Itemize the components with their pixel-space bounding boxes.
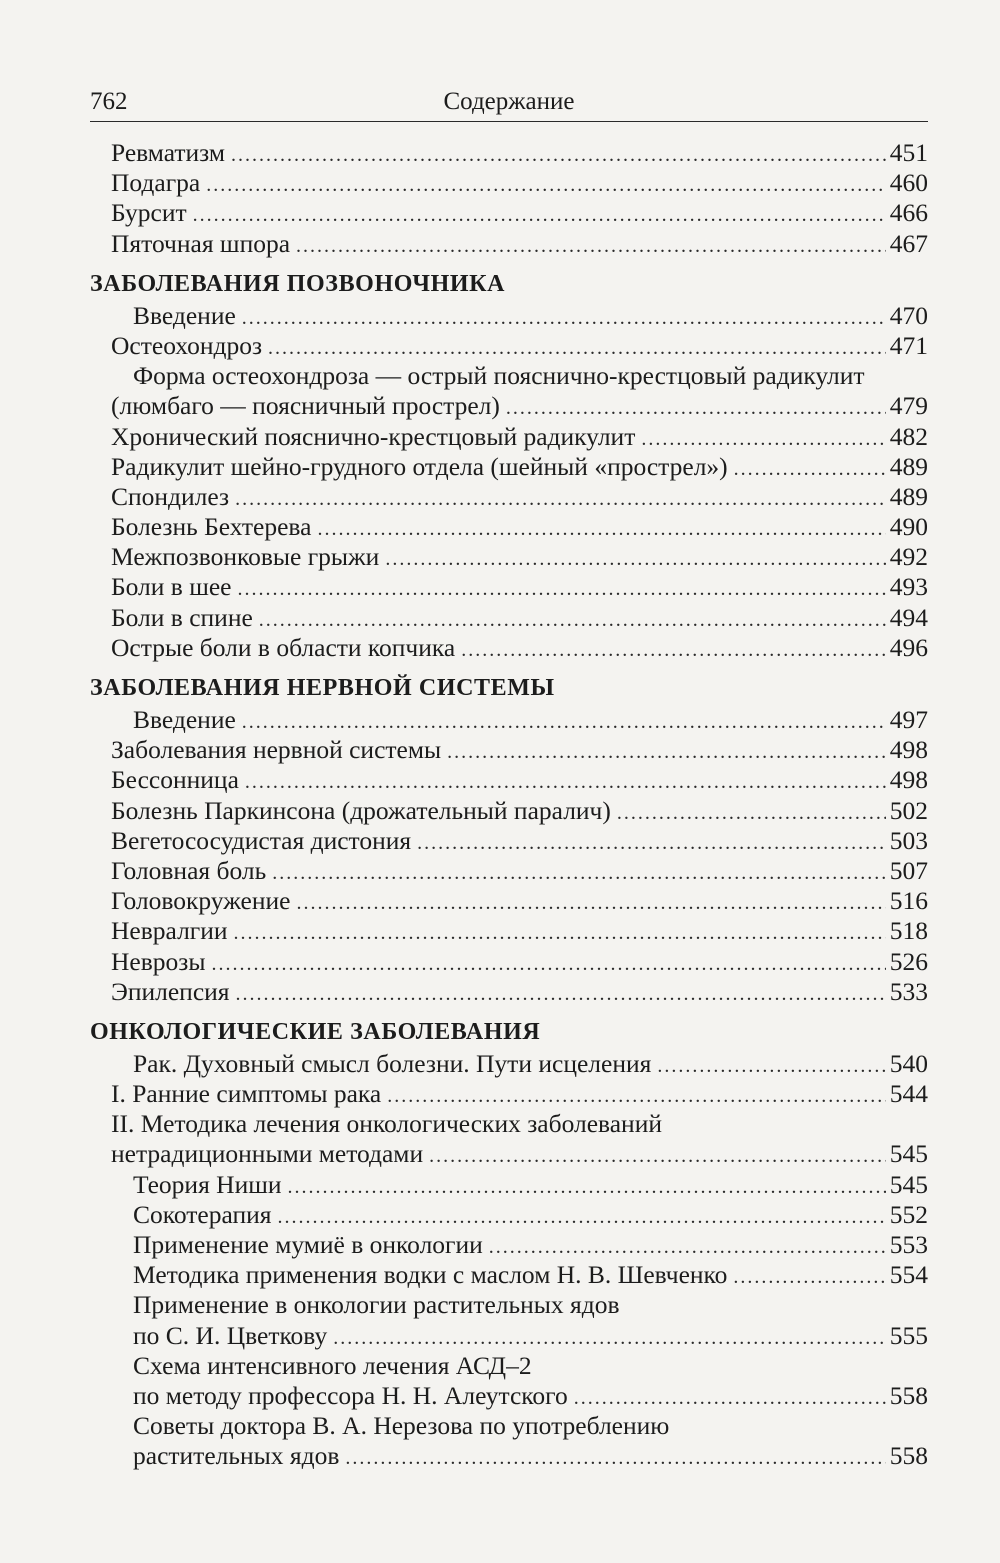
toc-entry: [90, 705, 928, 735]
toc-entry: [90, 977, 928, 1007]
entry-page: 498: [889, 735, 928, 765]
toc-entry: [90, 633, 928, 663]
entry-title: Болезнь Паркинсона (дрожательный паралич): [111, 795, 611, 825]
leader-dots: [234, 918, 886, 948]
entry-page: 518: [889, 916, 928, 946]
leader-dots: [259, 605, 886, 635]
entry-title: Невралгии: [111, 916, 228, 946]
toc-entry-line: Применение в онкологии растительных ядов: [133, 1290, 620, 1320]
toc-entry: [90, 916, 928, 946]
leader-dots: [211, 949, 885, 979]
running-header: [90, 86, 928, 118]
entry-title: Эпилепсия: [111, 976, 230, 1006]
entry-page: 544: [889, 1079, 928, 1109]
leader-dots: [734, 454, 886, 484]
leader-dots: [657, 1051, 885, 1081]
entry-title: по методу профессора Н. Н. Алеутского: [133, 1380, 568, 1410]
leader-dots: [245, 767, 886, 797]
toc-entry: [90, 735, 928, 765]
toc-entry-line: Форма остеохондроза — острый пояснично-крестцовый радикулит: [133, 361, 865, 391]
toc-entry: [90, 826, 928, 856]
header-rule: [90, 121, 928, 122]
leader-dots: [387, 1081, 886, 1111]
entry-page: 558: [889, 1441, 928, 1471]
entry-title: (люмбаго — поясничный прострел): [111, 391, 500, 421]
entry-title: Боли в спине: [111, 602, 253, 632]
leader-dots: [333, 1323, 886, 1353]
toc-entry: [90, 765, 928, 795]
leader-dots: [617, 798, 886, 828]
entry-title: Хронический пояснично-крестцовый радикулит: [111, 421, 636, 451]
entry-title: Спондилез: [111, 481, 230, 511]
entry-page: 470: [889, 300, 928, 330]
toc-entry: [90, 229, 928, 259]
leader-dots: [417, 828, 886, 858]
leader-dots: [206, 170, 886, 200]
entry-title: Ревматизм: [111, 138, 226, 167]
toc-entry: [90, 482, 928, 512]
leader-dots: [733, 1262, 885, 1292]
entry-page: 451: [889, 138, 928, 167]
entry-page: 466: [889, 198, 928, 228]
toc-entry: [90, 1260, 928, 1290]
toc-entry: [90, 1139, 928, 1169]
toc-entry: [90, 168, 928, 198]
section-heading: ЗАБОЛЕВАНИЯ НЕРВНОЙ СИСТЕМЫ: [90, 675, 555, 701]
toc-entry-line: Советы доктора В. А. Нерезова по употреблению: [133, 1411, 670, 1441]
leader-dots: [193, 200, 886, 230]
entry-title: Боли в шее: [111, 572, 232, 602]
toc-entry: [90, 1230, 928, 1260]
toc-entry: [90, 886, 928, 916]
toc-entry: [90, 796, 928, 826]
entry-title: растительных ядов: [133, 1441, 340, 1471]
toc-entry: [90, 1170, 928, 1200]
entry-title: по С. И. Цветкову: [133, 1320, 328, 1350]
leader-dots: [429, 1141, 886, 1171]
entry-page: 526: [889, 946, 928, 976]
leader-dots: [277, 1202, 885, 1232]
toc-entry: [90, 1049, 928, 1079]
leader-dots: [288, 1172, 886, 1202]
entry-title: I. Ранние симптомы рака: [111, 1079, 382, 1109]
toc-entry: [90, 512, 928, 542]
table-of-contents: [90, 138, 928, 1472]
leader-dots: [268, 333, 886, 363]
toc-entry: [90, 301, 928, 331]
entry-page: 507: [889, 855, 928, 885]
entry-page: 467: [889, 228, 928, 258]
leader-dots: [574, 1383, 886, 1413]
toc-entry: [90, 1200, 928, 1230]
entry-title: Остеохондроз: [111, 330, 263, 360]
leader-dots: [296, 231, 886, 261]
entry-title: Применение мумиё в онкологии: [133, 1230, 483, 1259]
leader-dots: [345, 1443, 885, 1473]
leader-dots: [506, 393, 886, 423]
entry-title: Методика применения водки с маслом Н. В. Шевченко: [133, 1260, 728, 1290]
entry-title: Головная боль: [111, 855, 267, 885]
entry-title: Рак. Духовный смысл болезни. Пути исцеления: [133, 1048, 652, 1078]
page-number: 762: [90, 88, 128, 115]
entry-title: Межпозвонковые грыжи: [111, 542, 380, 572]
entry-page: 516: [889, 886, 928, 916]
leader-dots: [641, 424, 885, 454]
entry-page: 482: [889, 421, 928, 451]
entry-title: Пяточная шпора: [111, 228, 291, 258]
entry-title: Подагра: [111, 168, 201, 198]
entry-title: Вегетососудистая дистония: [111, 825, 412, 855]
toc-entry: [90, 1441, 928, 1471]
leader-dots: [242, 707, 886, 737]
entry-title: Введение: [133, 705, 236, 734]
toc-entry: [90, 1321, 928, 1351]
toc-entry: [90, 198, 928, 228]
entry-title: Головокружение: [111, 886, 291, 916]
entry-page: 460: [889, 168, 928, 198]
entry-title: нетрадиционными методами: [111, 1139, 424, 1169]
entry-title: Радикулит шейно-грудного отдела (шейный «прострел»): [111, 451, 728, 481]
toc-entry: [90, 452, 928, 482]
entry-page: 502: [889, 795, 928, 825]
toc-entry: [90, 1381, 928, 1411]
entry-page: 496: [889, 632, 928, 662]
toc-entry: [90, 856, 928, 886]
toc-entry: [90, 542, 928, 572]
entry-title: Неврозы: [111, 946, 206, 976]
leader-dots: [231, 140, 886, 170]
toc-entry: [90, 1079, 928, 1109]
entry-page: 489: [889, 481, 928, 511]
entry-page: 489: [889, 451, 928, 481]
leader-dots: [296, 888, 885, 918]
entry-page: 545: [889, 1139, 928, 1169]
entry-page: 493: [889, 572, 928, 602]
entry-page: 494: [889, 602, 928, 632]
entry-title: Бурсит: [111, 198, 187, 228]
section-heading: ОНКОЛОГИЧЕСКИЕ ЗАБОЛЕВАНИЯ: [90, 1018, 541, 1045]
entry-title: Введение: [133, 300, 236, 330]
leader-dots: [447, 737, 886, 767]
toc-entry: [90, 422, 928, 452]
section-heading: ЗАБОЛЕВАНИЯ ПОЗВОНОЧНИКА: [90, 270, 506, 297]
leader-dots: [461, 635, 886, 665]
entry-page: 471: [889, 330, 928, 360]
entry-title: Болезнь Бехтерева: [111, 512, 312, 542]
toc-entry-line: Схема интенсивного лечения АСД–2: [133, 1350, 532, 1380]
entry-page: 553: [889, 1230, 928, 1259]
toc-entry: [90, 603, 928, 633]
leader-dots: [238, 574, 886, 604]
leader-dots: [317, 514, 885, 544]
toc-entry: [90, 391, 928, 421]
entry-title: Острые боли в области копчика: [111, 632, 456, 662]
toc-entry: [90, 572, 928, 602]
entry-title: Теория Ниши: [133, 1169, 282, 1199]
entry-title: Сокотерапия: [133, 1199, 272, 1229]
leader-dots: [242, 303, 886, 333]
running-title: Содержание: [443, 88, 575, 115]
entry-page: 503: [889, 825, 928, 855]
leader-dots: [235, 484, 886, 514]
leader-dots: [236, 979, 886, 1009]
entry-page: 555: [889, 1320, 928, 1350]
toc-entry: [90, 331, 928, 361]
toc-entry: [90, 138, 928, 168]
entry-page: 558: [889, 1380, 928, 1410]
leader-dots: [489, 1232, 886, 1262]
entry-page: 540: [889, 1048, 928, 1078]
entry-page: 552: [889, 1199, 928, 1229]
entry-page: 492: [889, 542, 928, 572]
leader-dots: [385, 544, 885, 574]
entry-title: Заболевания нервной системы: [111, 735, 442, 765]
entry-page: 533: [889, 976, 928, 1006]
toc-entry-line: II. Методика лечения онкологических заболеваний: [111, 1109, 663, 1139]
toc-entry: [90, 947, 928, 977]
entry-page: 497: [889, 705, 928, 734]
entry-page: 545: [889, 1169, 928, 1199]
entry-title: Бессонница: [111, 765, 239, 795]
entry-page: 498: [889, 765, 928, 795]
leader-dots: [272, 858, 886, 888]
entry-page: 554: [889, 1260, 928, 1290]
entry-page: 490: [889, 512, 928, 542]
entry-page: 479: [889, 391, 928, 421]
